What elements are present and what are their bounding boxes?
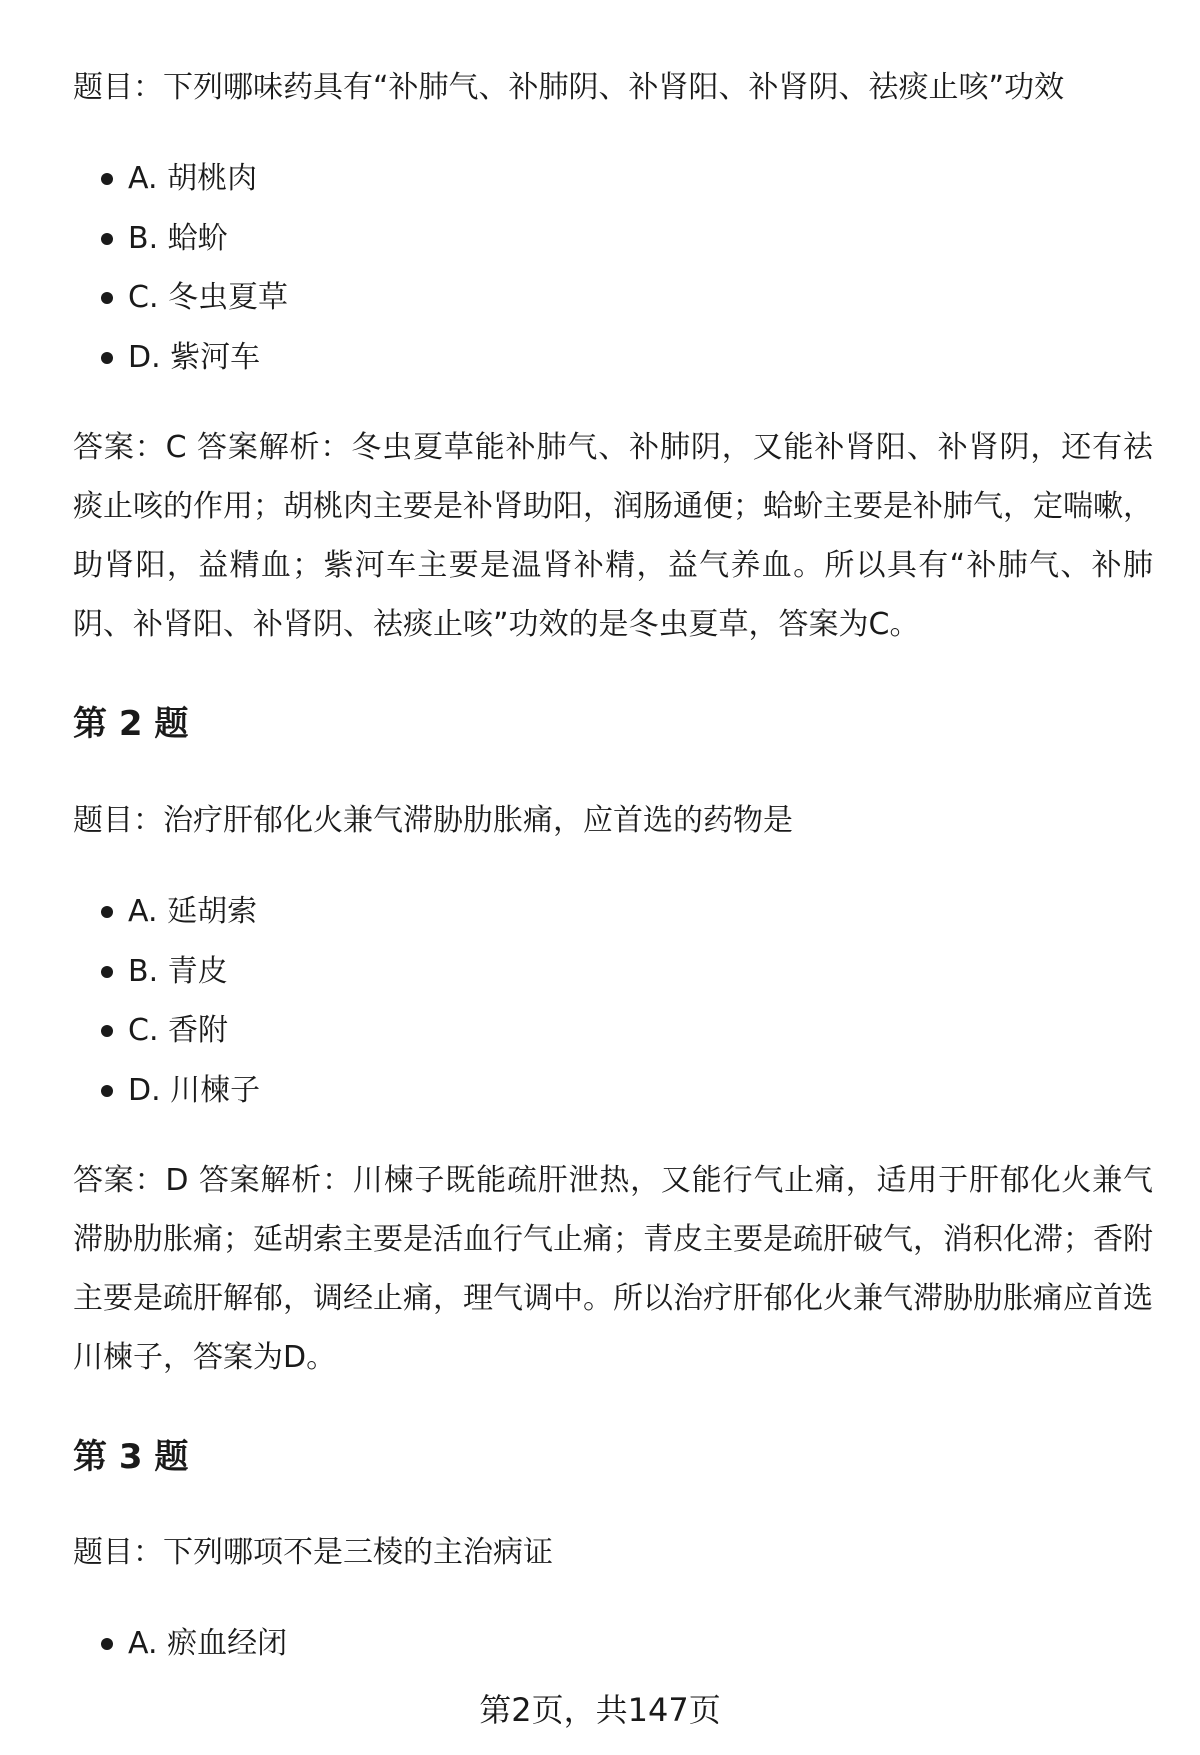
question-text: 题目：下列哪项不是三棱的主治病证 <box>73 1535 553 1570</box>
question-heading: 第 3 题 <box>73 1437 189 1477</box>
option-item: C. 冬虫夏草 <box>73 278 1153 338</box>
option-item: A. 胡桃肉 <box>73 159 1153 219</box>
question-block-3 <box>73 1533 1153 1573</box>
bullet-icon <box>101 1085 113 1097</box>
option-item: C. 香附 <box>73 1011 1153 1071</box>
answer-block-2 <box>73 1151 1153 1387</box>
bullet-icon <box>101 966 113 978</box>
answer-block-1 <box>73 418 1153 654</box>
option-list-1 <box>73 159 1153 397</box>
question-block-1 <box>73 68 1153 108</box>
option-item: D. 紫河车 <box>73 338 1153 398</box>
page-number-footer: 第2页，共147页 <box>479 1691 721 1729</box>
option-item: B. 蛤蚧 <box>73 219 1153 279</box>
bullet-icon <box>101 352 113 364</box>
question-text: 题目：治疗肝郁化火兼气滞胁肋胀痛，应首选的药物是 <box>73 803 793 838</box>
option-item: A. 瘀血经闭 <box>73 1624 1153 1684</box>
answer-explanation: 答案：D 答案解析：川楝子既能疏肝泄热，又能行气止痛，适用于肝郁化火兼气滞胁肋胀痛；延胡索主要是活血行气止痛；青皮主要是疏肝破气，消积化滞；香附主要是疏肝解郁，调经止痛，理气调中。所以治疗肝郁化火兼气滞胁肋胀痛应首选川楝子，答案为D。 <box>73 1163 1153 1375</box>
option-item: A. 延胡索 <box>73 892 1153 952</box>
bullet-icon <box>101 1025 113 1037</box>
question-heading: 第 2 题 <box>73 704 189 744</box>
bullet-icon <box>101 173 113 185</box>
option-list-2 <box>73 892 1153 1130</box>
option-item: B. 青皮 <box>73 952 1153 1012</box>
answer-explanation: 答案：C 答案解析：冬虫夏草能补肺气、补肺阴，又能补肾阳、补肾阴，还有祛痰止咳的作用；胡桃肉主要是补肾助阳，润肠通便；蛤蚧主要是补肺气，定喘嗽，助肾阳，益精血；紫河车主要是温肾补精，益气养血。所以具有“补肺气、补肺阴、补肾阳、补肾阴、祛痰止咳”功效的是冬虫夏草，答案为C。 <box>73 430 1153 642</box>
option-list-3 <box>73 1624 1153 1684</box>
option-item: D. 川楝子 <box>73 1071 1153 1131</box>
bullet-icon <box>101 233 113 245</box>
bullet-icon <box>101 906 113 918</box>
bullet-icon <box>101 292 113 304</box>
question-text: 题目：下列哪味药具有“补肺气、补肺阴、补肾阳、补肾阴、祛痰止咳”功效 <box>73 70 1065 105</box>
question-block-2 <box>73 801 1153 841</box>
bullet-icon <box>101 1638 113 1650</box>
